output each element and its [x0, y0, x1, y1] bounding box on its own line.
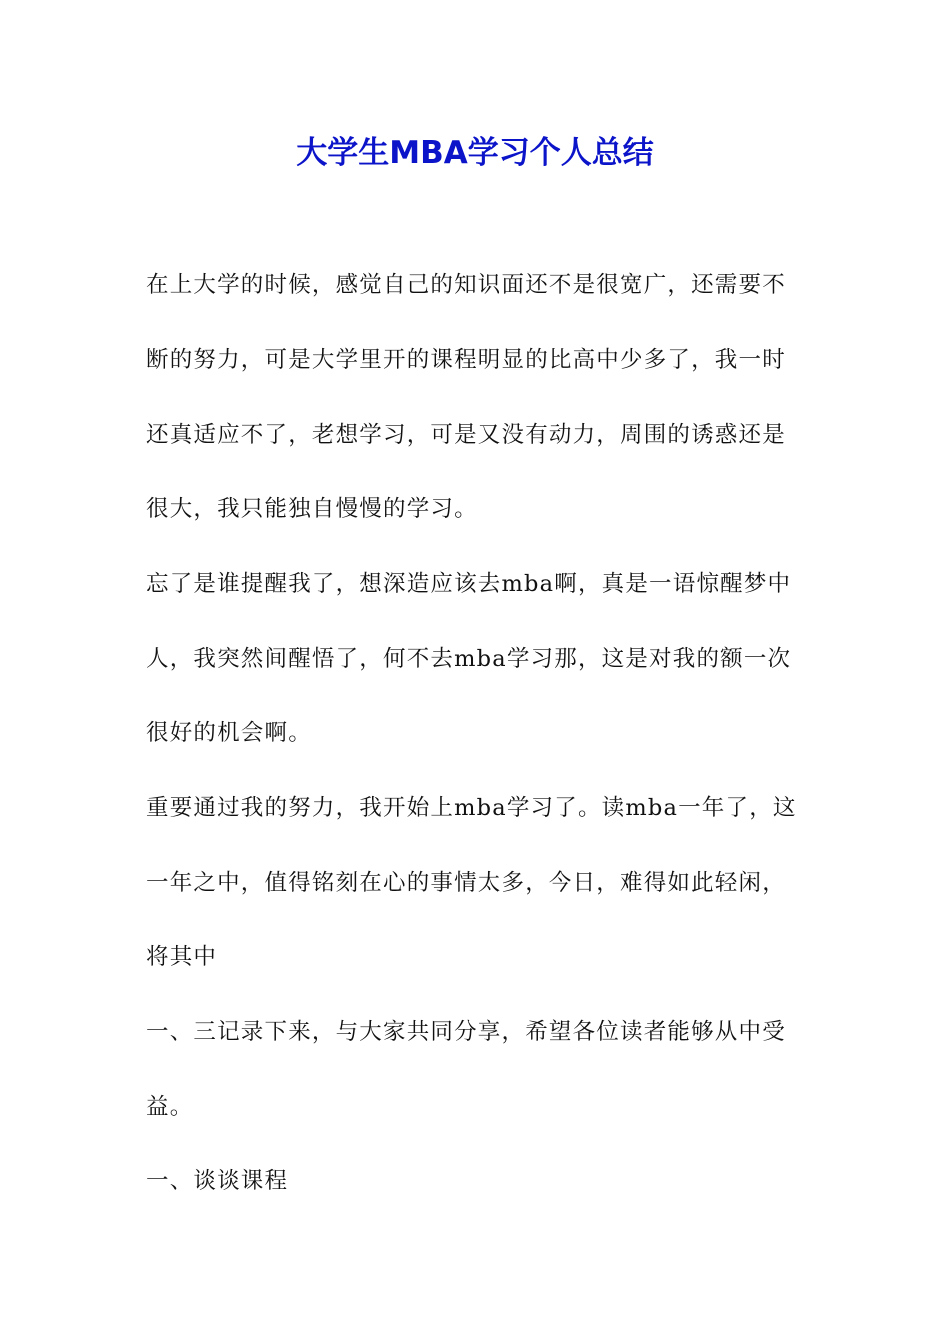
paragraph-3-line-3: 将其中: [146, 944, 218, 970]
paragraph-1-line-4: 很大，我只能独自慢慢的学习。: [146, 496, 478, 522]
paragraph-4-line-1: 一、三记录下来，与大家共同分享，希望各位读者能够从中受: [146, 1019, 786, 1045]
paragraph-3-line-1: 重要通过我的努力，我开始上mba学习了。读mba一年了，这: [146, 795, 797, 821]
section-heading: 一、谈谈课程: [146, 1168, 289, 1194]
paragraph-2-line-1: 忘了是谁提醒我了，想深造应该去mba啊，真是一语惊醒梦中: [146, 571, 792, 597]
paragraph-1-line-3: 还真适应不了，老想学习，可是又没有动力，周围的诱惑还是: [146, 422, 786, 448]
paragraph-1-line-1: 在上大学的时候，感觉自己的知识面还不是很宽广，还需要不: [146, 272, 786, 298]
paragraph-1-line-2: 断的努力，可是大学里开的课程明显的比高中少多了，我一时: [146, 347, 786, 373]
paragraph-2-line-3: 很好的机会啊。: [146, 720, 312, 746]
paragraph-2-line-2: 人，我突然间醒悟了，何不去mba学习那，这是对我的额一次: [146, 646, 792, 672]
paragraph-3-line-2: 一年之中，值得铭刻在心的事情太多，今日，难得如此轻闲，: [146, 870, 786, 896]
paragraph-4-line-2: 益。: [146, 1094, 194, 1120]
document-title: 大学生MBA学习个人总结: [296, 135, 654, 171]
